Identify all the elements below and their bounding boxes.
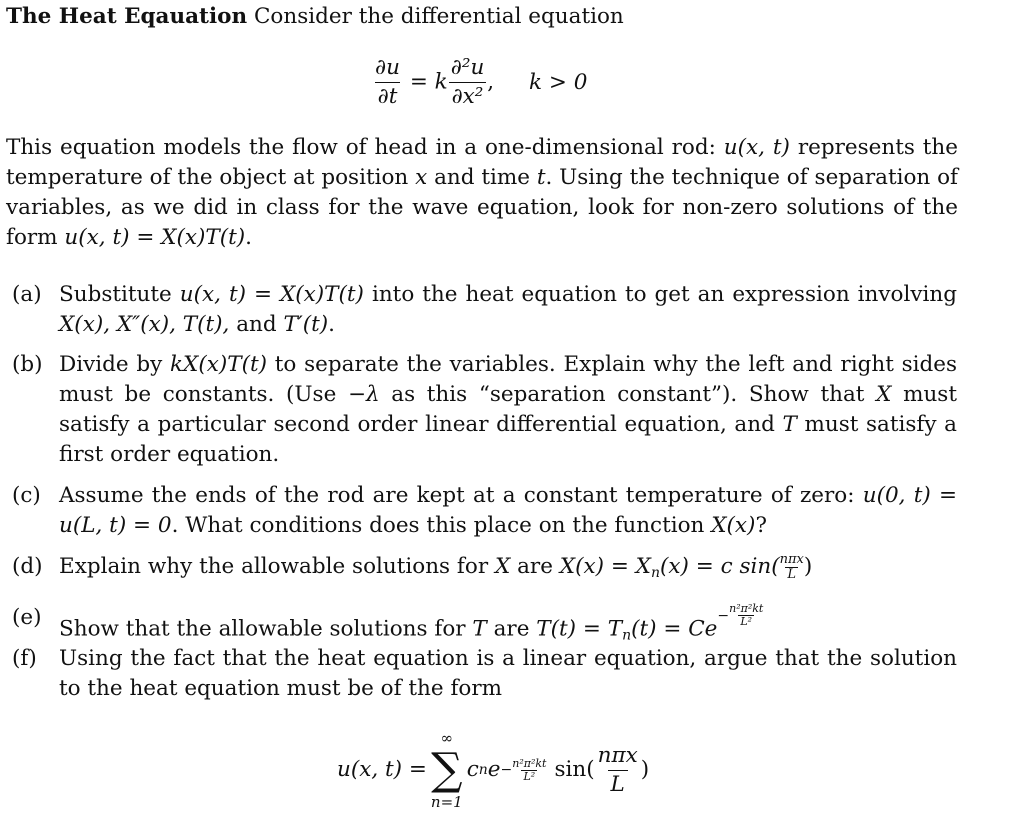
- item-b-math-4: T: [782, 412, 797, 437]
- title: The Heat Eqauation: [6, 4, 248, 29]
- para-text-4: . Using the technique of separation of variables, as we did in class for the wave equation, look for non-zero solutions of the form: [6, 165, 959, 250]
- item-b-math-3: X: [876, 382, 892, 407]
- item-a-text-2: into the heat equation to get an expression involving: [371, 282, 957, 307]
- eq-comma: ,: [487, 69, 495, 95]
- final-fraction: [595, 742, 641, 799]
- item-b-text-1: Divide by: [59, 352, 163, 377]
- item-d-math-3: (x) = c sin(: [660, 554, 780, 579]
- para-t: t: [536, 165, 546, 190]
- item-a-body: [59, 280, 957, 340]
- sum-upper-limit: ∞: [440, 729, 454, 747]
- item-e-exponent: − $\frac{\text{n²π²kt}}{\text{L²}}$: [717, 602, 764, 628]
- rhs-fraction: [448, 54, 488, 111]
- item-e-exp-fraction: [729, 603, 763, 628]
- rhs-num: ∂²u: [450, 55, 485, 80]
- item-c-text-2: . What conditions does this place on the function: [171, 513, 705, 538]
- lhs-num: ∂u: [375, 55, 400, 80]
- item-a-text-3: and: [236, 312, 277, 337]
- item-d-label: (d): [12, 554, 43, 579]
- item-e-exp-den: L²: [740, 615, 753, 628]
- final-e: e: [487, 757, 501, 782]
- rhs-den: ∂x²: [449, 82, 487, 111]
- para-form: u(x, t) = X(x)T(t): [64, 225, 246, 250]
- series-solution-equation: u(x, t) = ∞ ∑ n=1 c n e − $\frac{\text{n²π²kt}}{\text{L²}}$ sin( $\frac{\text{nπx}}{L}$ ): [337, 729, 650, 811]
- item-c-math-2: u(L, t) = 0: [59, 513, 172, 538]
- final-exp-den: L²: [523, 769, 536, 783]
- item-c-body: [59, 481, 957, 541]
- intro-text: Consider the differential equation: [253, 4, 624, 29]
- item-b-text-4: must satisfy a particular second order linear differential equation, and: [59, 382, 957, 437]
- heat-equation: [372, 54, 587, 111]
- item-a-text-4: .: [328, 312, 335, 337]
- item-c-text-1: Assume the ends of the rod are kept at a constant temperature of zero:: [59, 483, 855, 508]
- final-exponent: − $\frac{\text{n²π²kt}}{\text{L²}}$: [500, 756, 547, 783]
- final-sin: sin(: [554, 757, 595, 782]
- item-b-math-2: −λ: [347, 382, 380, 407]
- item-e-label: (e): [12, 605, 42, 630]
- final-exp-num: n²π²kt: [512, 756, 547, 770]
- item-f-text-1: Using the fact that the heat equation is a linear equation, argue that the solution to the heat equation must be of the form: [59, 646, 957, 701]
- item-b-body: [59, 350, 957, 470]
- item-b-text-2: to separate the variables. Explain why the left and right sides must be constants. (Use: [59, 352, 957, 407]
- item-c-label: (c): [12, 483, 41, 508]
- final-exp-fraction: [512, 758, 546, 783]
- item-d-frac-num: nπx: [779, 551, 804, 567]
- item-c-math-3: X(x): [711, 513, 756, 538]
- para-text-1: This equation models the flow of head in a one-dimensional rod:: [6, 135, 716, 160]
- item-c-math-1: u(0, t) =: [862, 483, 957, 508]
- item-d-text-1: Explain why the allowable solutions for: [59, 554, 489, 579]
- item-e-subscript: n: [622, 627, 632, 644]
- item-c-text-3: ?: [755, 513, 767, 538]
- item-a-math-2: X(x), X″(x), T(t),: [59, 312, 230, 337]
- k-condition: k > 0: [528, 69, 588, 95]
- item-e-text-2: are: [493, 616, 530, 642]
- final-close: ): [640, 757, 650, 782]
- item-f-label: (f): [12, 646, 37, 671]
- final-frac-den: L: [608, 770, 628, 799]
- item-d-math-1: X: [494, 554, 511, 579]
- item-d-frac-den: L: [787, 566, 797, 582]
- item-a-text-1: Substitute: [59, 282, 172, 307]
- item-e-body: [59, 603, 957, 645]
- para-u-xt: u(x, t): [723, 135, 790, 160]
- item-e-text-1: Show that the allowable solutions for: [59, 616, 466, 642]
- sum-symbol: ∑: [431, 744, 463, 795]
- summation: [431, 728, 463, 812]
- item-e-math-1: T: [472, 616, 487, 642]
- para-end: .: [245, 225, 252, 250]
- item-b-text-3: as this “separation constant”). Show that: [391, 382, 865, 407]
- item-f-body: [59, 644, 957, 704]
- item-d-text-2: are: [517, 554, 553, 579]
- item-d-math-2: X(x) = X: [559, 554, 651, 579]
- k-coef: k: [434, 69, 448, 95]
- item-a-math-3: T′(t): [283, 312, 329, 337]
- final-lhs: u(x, t) =: [337, 757, 427, 782]
- description-paragraph: [6, 133, 958, 253]
- item-b-math-1: kX(x)T(t): [170, 352, 268, 377]
- final-c: c: [466, 757, 479, 782]
- sum-lower-limit: n=1: [430, 793, 463, 811]
- item-b-text-5: must satisfy a first order equation.: [59, 412, 957, 467]
- item-a-math-1: u(x, t) = X(x)T(t): [179, 282, 364, 307]
- lhs-fraction: [372, 54, 403, 111]
- para-text-3: and time: [434, 165, 530, 190]
- item-e-exp-num: n²π²kt: [729, 602, 764, 615]
- para-text-2: represents the temperature of the object at position: [6, 135, 959, 190]
- para-x: x: [415, 165, 428, 190]
- equals-sign: =: [409, 69, 428, 95]
- final-frac-num: nπx: [597, 742, 638, 768]
- item-e-math-2: T(t) = T: [536, 616, 623, 642]
- item-d-fraction: [780, 553, 804, 582]
- item-e-math-3: (t) = Ce: [631, 616, 718, 642]
- lhs-den: ∂t: [375, 82, 401, 111]
- item-d-subscript: n: [650, 565, 661, 581]
- heading-line: [6, 2, 624, 32]
- item-d-body: [59, 552, 957, 582]
- item-a-label: (a): [12, 282, 42, 307]
- item-d-math-4: ): [803, 554, 813, 579]
- item-b-label: (b): [12, 352, 43, 377]
